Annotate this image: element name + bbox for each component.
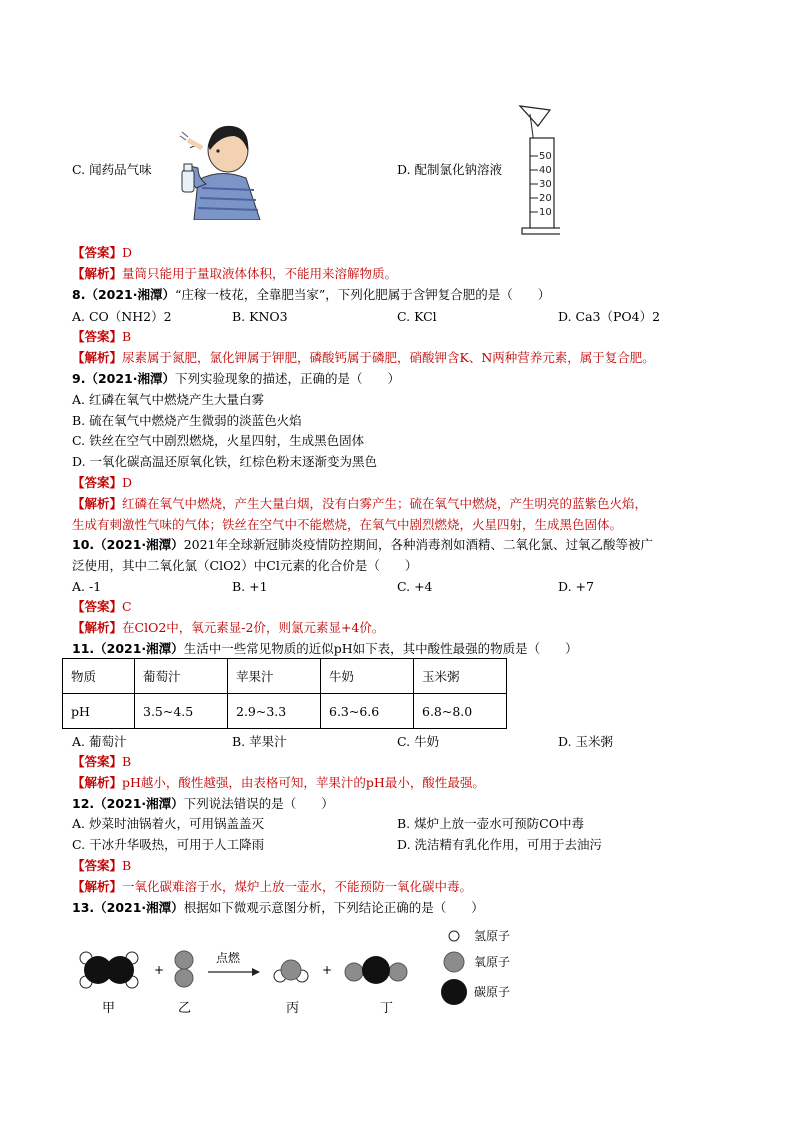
q8-analysis: 【解析】尿素属于氮肥，氯化钾属于钾肥，磷酸钙属于磷肥，硝酸钾含K、N两种营养元素，属于复合肥。 [72,350,655,365]
molecule-label: 丁 [380,1001,394,1016]
q7-answer: 【答案】D [72,245,133,260]
q9-option-a: A. 红磷在氧气中燃烧产生大量白雾 [72,392,264,407]
q9-stem: 9.（2021·湘潭）下列实验现象的描述，正确的是（ ） [72,371,401,386]
q9-analysis: 【解析】红磷在氧气中燃烧，产生大量白烟，没有白雾产生；硫在氧气中燃烧，产生明亮的蓝紫色火焰， [72,496,648,511]
q8-answer: 【答案】B [72,329,132,344]
q9-option-b: B. 硫在氧气中燃烧产生微弱的淡蓝色火焰 [72,413,302,428]
q12-answer: 【答案】B [72,858,132,873]
q11-option-d: D. 玉米粥 [558,734,614,749]
table-cell: 2.9~3.3 [228,694,321,729]
q11-analysis: 【解析】pH越小，酸性越强，由表格可知，苹果汁的pH最小，酸性最强。 [72,775,485,790]
q10-option-d: D. +7 [558,579,594,594]
table-cell: 葡萄汁 [135,659,228,694]
q10-stem-continued: 泛使用，其中二氧化氯（ClO2）中Cl元素的化合价是（ ） [72,558,418,573]
q10-answer: 【答案】C [72,599,132,614]
table-cell: 牛奶 [321,659,414,694]
q7-option-c: C. 闻药品气味 [72,162,152,177]
q9-option-c: C. 铁丝在空气中剧烈燃烧，火星四射，生成黑色固体 [72,433,365,448]
q13-stem: 13.（2021·湘潭）根据如下微观示意图分析，下列结论正确的是（ ） [72,900,484,915]
cylinder-tick-label: 30 [539,179,552,190]
smelling-chemical-illustration [176,118,264,220]
ph-table [62,658,507,729]
molecule-label: 丙 [286,1001,300,1016]
q12-option-b: B. 煤炉上放一壶水可预防CO中毒 [397,816,584,831]
legend-carbon: 碳原子 [474,985,511,999]
q8-option-a: A. CO（NH2）2 [72,309,172,324]
graduated-cylinder-illustration [498,104,560,238]
q11-option-b: B. 苹果汁 [232,734,287,749]
molecule-label: 乙 [178,1001,192,1016]
molecule-ding [345,956,407,984]
q11-stem: 11.（2021·湘潭）生活中一些常见物质的近似pH如下表，其中酸性最强的物质是（ ） [72,641,578,656]
table-cell: 玉米粥 [414,659,507,694]
molecule-yi [175,951,193,987]
plus-sign: + [322,963,333,977]
q8-stem: 8.（2021·湘潭）“庄稼一枝花，全靠肥当家”，下列化肥属于含钾复合肥的是（ ） [72,287,551,302]
q9-option-d: D. 一氧化碳高温还原氧化铁，红棕色粉末逐渐变为黑色 [72,454,378,469]
q8-option-b: B. KNO3 [232,309,288,324]
q12-option-d: D. 洗洁精有乳化作用，可用于去油污 [397,837,603,852]
arrow-head-icon [252,968,260,976]
plus-sign: + [154,963,165,977]
q9-analysis-continued: 生成有刺激性气味的气体；铁丝在空气中不能燃烧，在氧气中剧烈燃烧，火星四射，生成黑色固体。 [72,517,623,532]
cylinder-tick-label: 50 [539,151,552,162]
q11-option-c: C. 牛奶 [397,734,440,749]
q7-option-d: D. 配制氯化钠溶液 [397,162,503,177]
q12-analysis: 【解析】一氧化碳难溶于水，煤炉上放一壶水，不能预防一氧化碳中毒。 [72,879,473,894]
table-cell: 6.3~6.6 [321,694,414,729]
molecule-bing [274,960,308,982]
q10-option-b: B. +1 [232,579,268,594]
q10-option-a: A. -1 [72,579,102,594]
table-cell: pH [63,694,135,729]
cylinder-tick-label: 10 [539,207,552,218]
table-row [63,659,507,694]
q7-analysis: 【解析】量筒只能用于量取液体体积，不能用来溶解物质。 [72,266,398,281]
cylinder-tick-label: 40 [539,165,552,176]
q9-answer: 【答案】D [72,475,133,490]
q12-option-c: C. 干冰升华吸热，可用于人工降雨 [72,837,265,852]
q11-option-a: A. 葡萄汁 [72,734,127,749]
legend-oxygen: 氧原子 [474,955,511,969]
table-cell: 3.5~4.5 [135,694,228,729]
q10-analysis: 【解析】在ClO2中，氧元素显-2价，则氯元素显+4价。 [72,620,385,635]
q12-option-a: A. 炒菜时油锅着火，可用锅盖盖灭 [72,816,264,831]
table-row [63,694,507,729]
cylinder-tick-label: 20 [539,193,552,204]
q12-stem: 12.（2021·湘潭）下列说法错误的是（ ） [72,796,334,811]
atom-legend [441,929,510,1005]
q10-stem: 10.（2021·湘潭）2021年全球新冠肺炎疫情防控期间，各种消毒剂如酒精、二氧化氯、过氧乙酸等被广 [72,537,654,552]
arrow-label: 点燃 [216,951,241,965]
table-cell: 6.8~8.0 [414,694,507,729]
legend-hydrogen: 氢原子 [474,929,511,943]
molecule-jia [80,952,138,988]
table-cell: 苹果汁 [228,659,321,694]
table-cell: 物质 [63,659,135,694]
q10-option-c: C. +4 [397,579,433,594]
q8-option-d: D. Ca3（PO4）2 [558,309,661,324]
q11-answer: 【答案】B [72,754,132,769]
q8-option-c: C. KCl [397,309,437,324]
micro-reaction-diagram [66,922,546,1022]
molecule-label: 甲 [102,1001,116,1016]
